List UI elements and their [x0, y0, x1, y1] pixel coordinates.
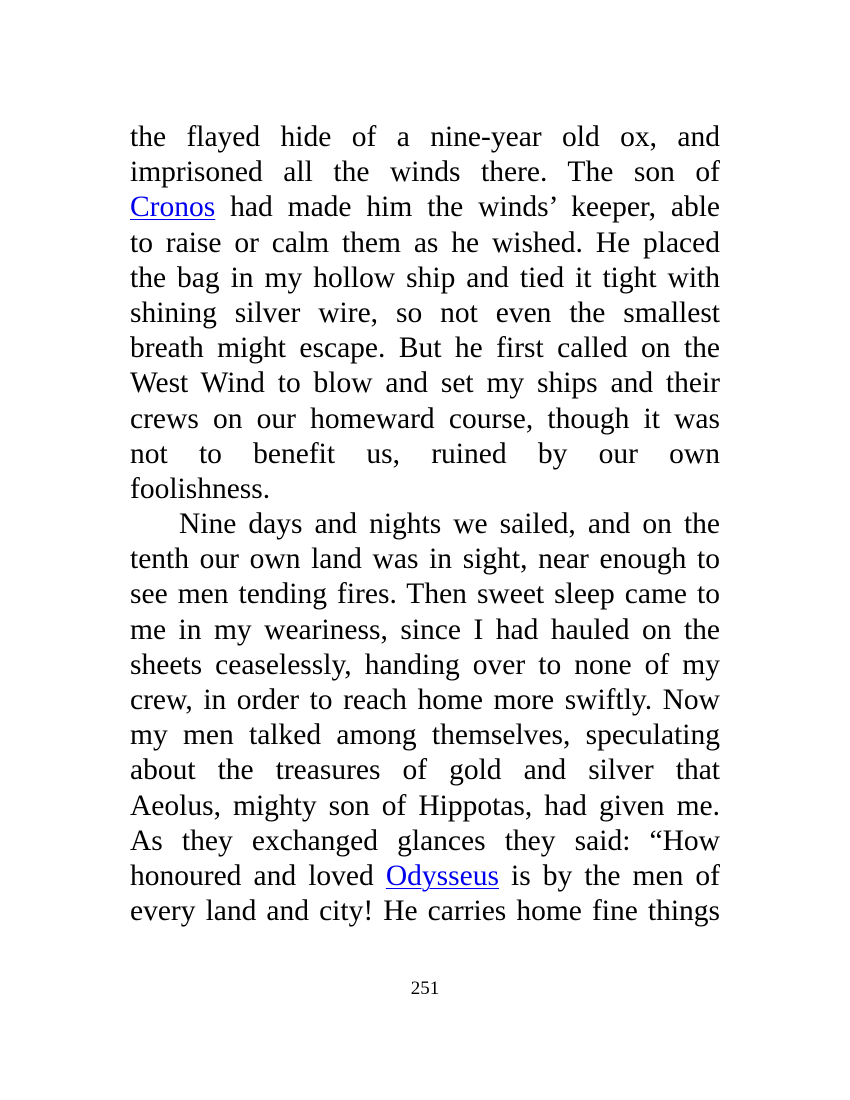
text-line: Nine days and nights we sailed, and on the: [179, 508, 720, 541]
page-number: 251: [410, 978, 440, 999]
text-line: my men talked among themselves, speculating: [130, 719, 720, 752]
text-line: [130, 859, 720, 894]
text-line: imprisoned all the winds there. The son of: [130, 156, 720, 189]
text-line: not to benefit us, ruined by our own: [130, 437, 720, 470]
text-line: crew, in order to reach home more swiftly. Now: [130, 684, 720, 716]
text-line: shining silver wire, so not even the smallest: [130, 296, 720, 329]
text-line: breath might escape. But he first called on the: [130, 332, 720, 365]
text-line: sheets ceaselessly, handing over to none of my: [130, 648, 720, 681]
text-line: crews on our homeward course, though it was: [130, 402, 720, 435]
text-line: [130, 190, 720, 225]
cronos-link[interactable]: Cronos: [130, 191, 216, 224]
text-line: about the treasures of gold and silver that: [130, 754, 720, 787]
odysseus-link[interactable]: Odysseus: [385, 859, 499, 892]
text-line: every land and city! He carries home fine things: [130, 895, 720, 928]
text-line: tenth our own land was in sight, near enough to: [130, 543, 720, 576]
body-text: [130, 120, 720, 929]
paragraph-1: [130, 120, 720, 507]
text-segment: had made him the winds’ keeper, able: [215, 191, 720, 224]
text-segment: is by the men of: [498, 859, 720, 892]
paragraph-2: [130, 507, 720, 929]
text-line: foolishness.: [130, 472, 271, 505]
text-line: see men tending fires. Then sweet sleep came to: [130, 578, 720, 611]
text-line: the bag in my hollow ship and tied it tight with: [130, 261, 720, 294]
text-line: the flayed hide of a nine-year old ox, and: [130, 121, 720, 153]
text-line: Aeolus, mighty son of Hippotas, had given me.: [130, 789, 720, 822]
text-line: to raise or calm them as he wished. He placed: [130, 226, 720, 259]
text-line: West Wind to blow and set my ships and their: [130, 367, 720, 400]
text-segment: honoured and loved: [130, 859, 386, 892]
text-line: As they exchanged glances they said: “How: [130, 824, 720, 857]
text-line: me in my weariness, since I had hauled on the: [130, 613, 720, 646]
